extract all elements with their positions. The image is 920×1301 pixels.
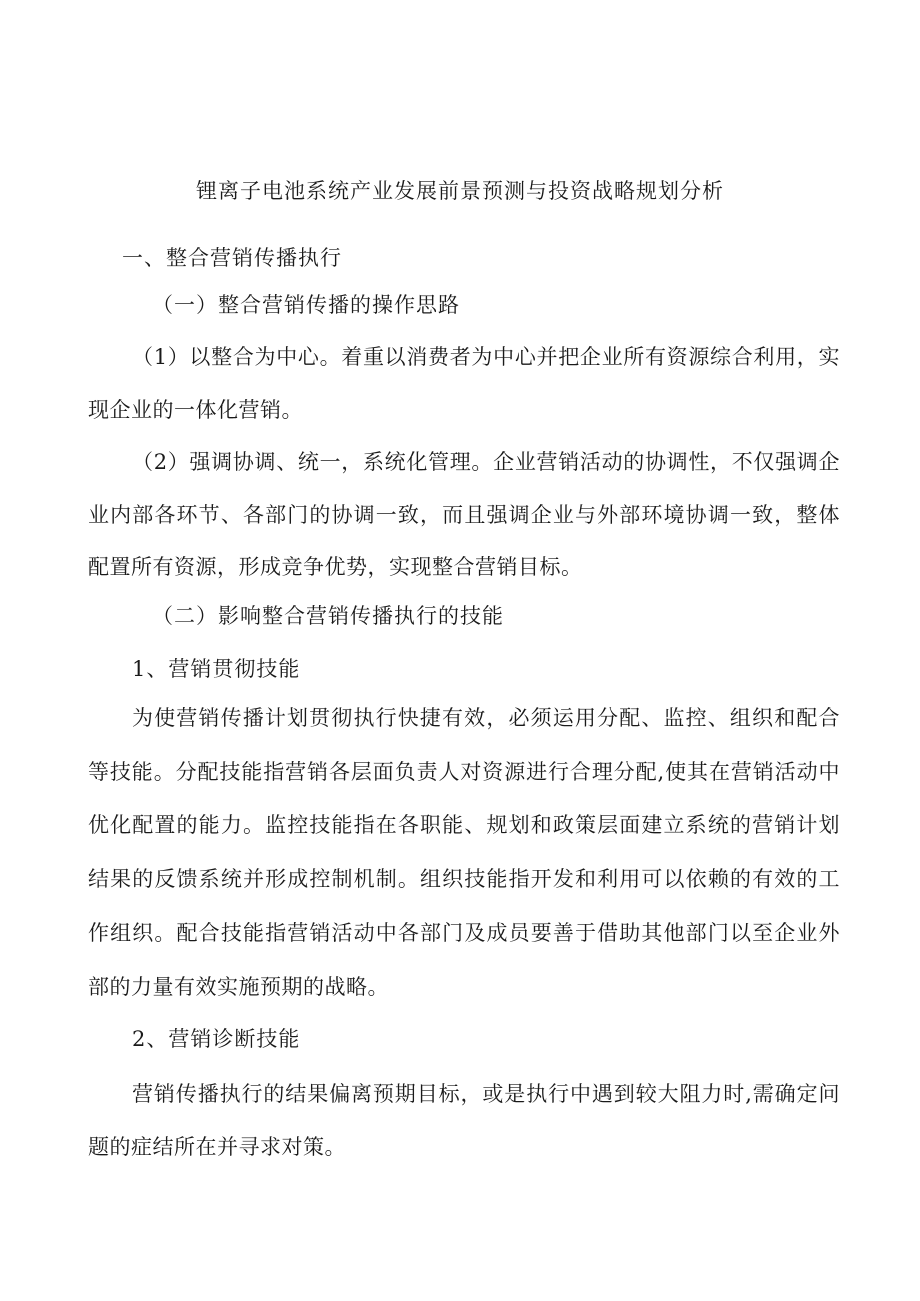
paragraph-integration-center: （1）以整合为中心。着重以消费者为中心并把企业所有资源综合利用，实现企业的一体化营销。 — [88, 345, 840, 422]
subsection-heading-1: （一）整合营销传播的操作思路 — [152, 293, 460, 317]
section-heading: 一、整合营销传播执行 — [122, 246, 342, 270]
document-title: 锂离子电池系统产业发展前景预测与投资战略规划分析 — [196, 179, 724, 203]
paragraph-implementation-skills: 为使营销传播计划贯彻执行快捷有效，必须运用分配、监控、组织和配合等技能。分配技能指营销各层面负责人对资源进行合理分配,使其在营销活动中优化配置的能力。监控技能指在各职能、规划和政策层面建立系统的营销计划结果的反馈系统并形成控制机制。组织技能指开发和利用可以依赖的有效的工作组织。配合技能指营销活动中各部门及成员要善于借助其他部门以至企业外部的力量有效实施预期的战略。 — [88, 706, 840, 999]
item-heading-1: 1、营销贯彻技能 — [132, 657, 301, 681]
item-heading-2: 2、营销诊断技能 — [132, 1027, 301, 1051]
subsection-heading-2: （二）影响整合营销传播执行的技能 — [152, 604, 504, 628]
paragraph-coordination: （2）强调协调、统一，系统化管理。企业营销活动的协调性，不仅强调企业内部各环节、各部门的协调一致，而且强调企业与外部环境协调一致，整体配置所有资源，形成竞争优势，实现整合营销目标。 — [88, 450, 840, 579]
paragraph-diagnosis-skills: 营销传播执行的结果偏离预期目标，或是执行中遇到较大阻力时,需确定问题的症结所在并寻求对策。 — [88, 1082, 840, 1159]
